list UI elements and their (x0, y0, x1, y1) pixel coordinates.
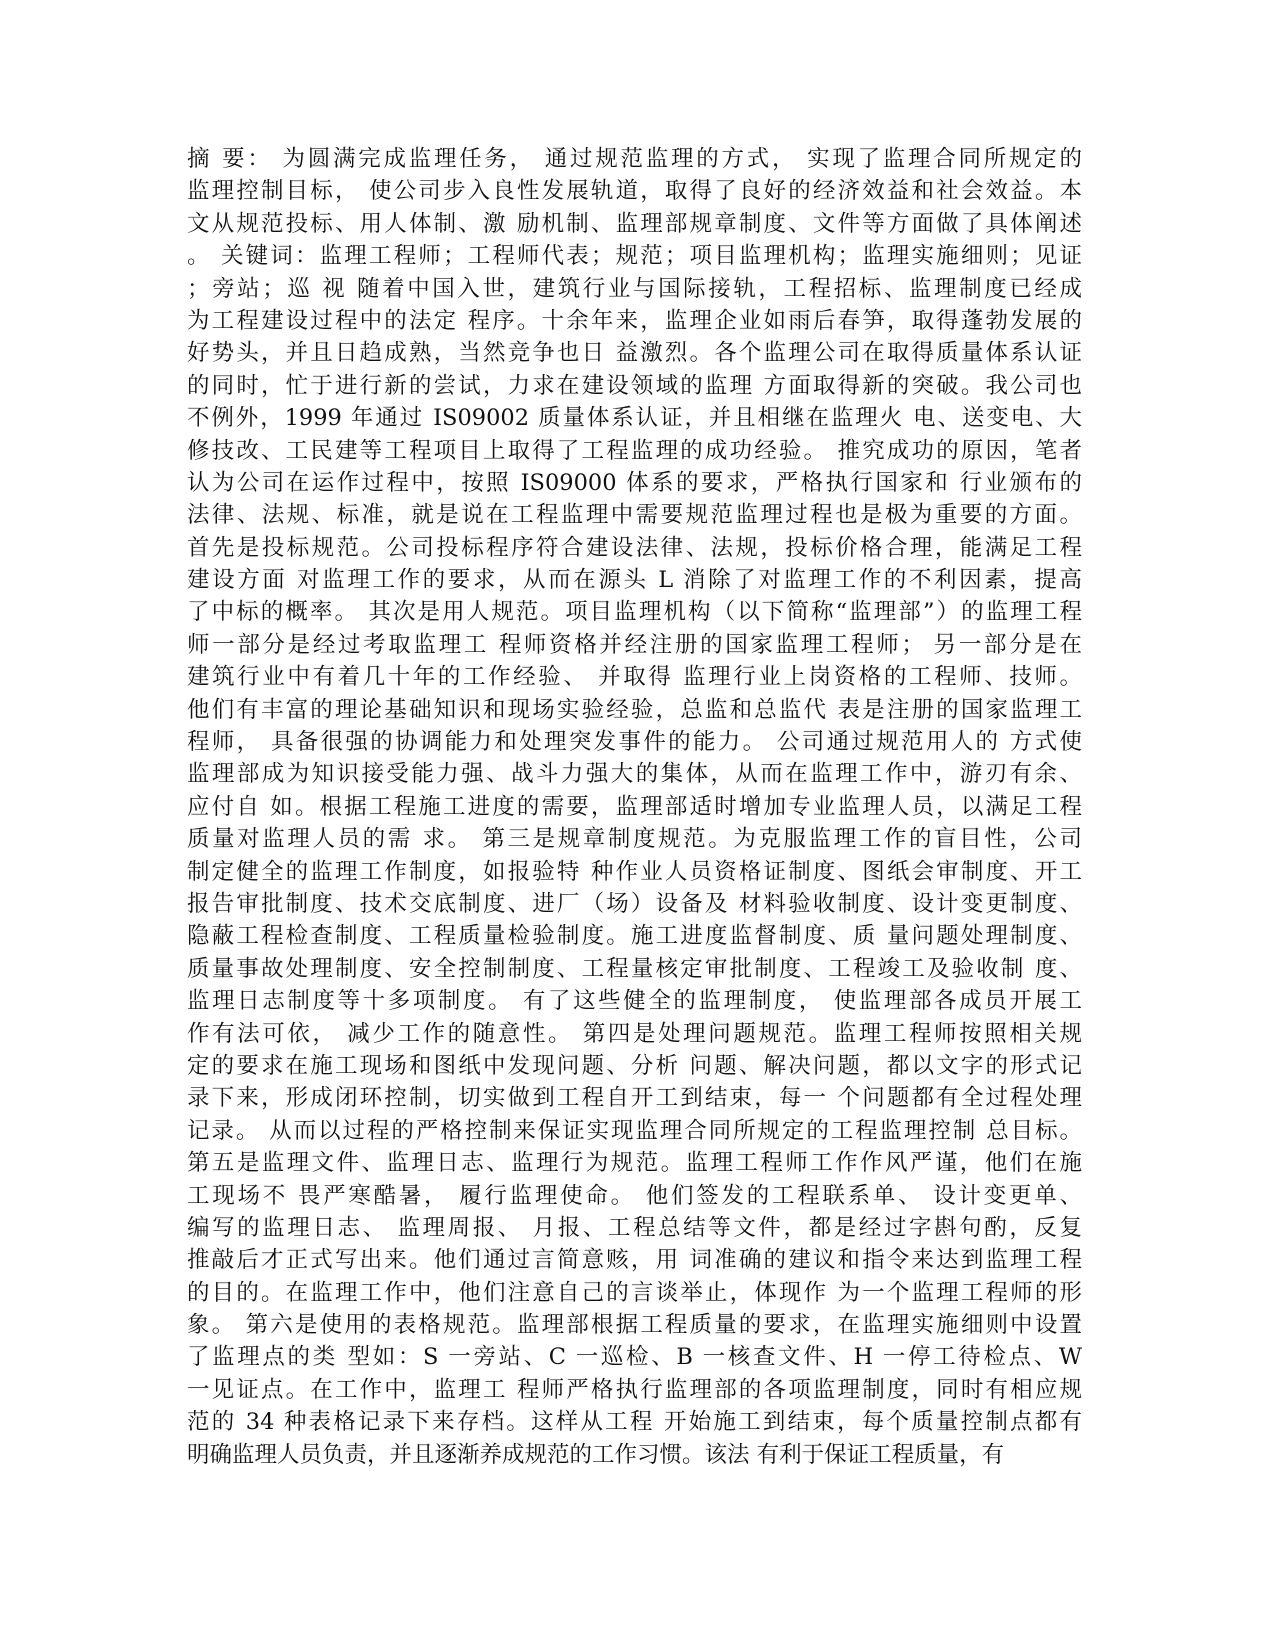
text-line: 工现场不 畏严寒酷暑， 履行监理使命。 他们签发的工程联系单、 设计变更单、 (187, 1182, 1082, 1209)
text-line: 记录。 从而以过程的严格控制来保证实现监理合同所规定的工程监理控制 总目标。 (187, 1117, 1082, 1144)
text-line: 建设方面 对监理工作的要求，从而在源头 L 消除了对监理工作的不利因素，提高 (187, 567, 1082, 594)
text-line: 好势头，并且日趋成熟，当然竞争也日 益激烈。各个监理公司在取得质量体系认证 (187, 340, 1082, 367)
text-line: 第五是监理文件、监理日志、监理行为规范。监理工程师工作作风严谨，他们在施 (187, 1150, 1082, 1177)
text-line: 了监理点的类 型如：S 一旁站、C 一巡检、B 一核查文件、H 一停工待检点、W (187, 1344, 1082, 1371)
text-line: 监理控制目标， 使公司步入良性发展轨道，取得了良好的经济效益和社会效益。本 (187, 178, 1082, 205)
text-line: 明确监理人员负责，并且逐渐养成规范的工作习惯。该法 有利于保证工程质量，有 (187, 1441, 1005, 1468)
text-line: 质量事故处理制度、安全控制制度、工程量核定审批制度、工程竣工及验收制 度、 (187, 955, 1082, 982)
text-line: 作有法可依， 减少工作的随意性。 第四是处理问题规范。监理工程师按照相关规 (187, 1020, 1082, 1047)
text-line: 师一部分是经过考取监理工 程师资格并经注册的国家监理工程师； 另一部分是在 (187, 631, 1082, 658)
document-body (187, 143, 1082, 1471)
text-line: 定的要求在施工现场和图纸中发现问题、分析 问题、解决问题，都以文字的形式记 (187, 1052, 1082, 1079)
text-line: 法律、法规、标准，就是说在工程监理中需要规范监理过程也是极为重要的方面。 (187, 502, 1082, 529)
text-line: 监理部成为知识接受能力强、战斗力强大的集体，从而在监理工作中，游刃有余、 (187, 761, 1082, 788)
text-line: 监理日志制度等十多项制度。 有了这些健全的监理制度， 使监理部各成员开展工 (187, 988, 1082, 1015)
text-line: 程师， 具备很强的协调能力和处理突发事件的能力。 公司通过规范用人的 方式使 (187, 729, 1082, 756)
text-line: 报告审批制度、技术交底制度、进厂（场）设备及 材料验收制度、设计变更制度、 (187, 890, 1082, 917)
text-line: 编写的监理日志、 监理周报、 月报、工程总结等文件，都是经过字斟句酌，反复 (187, 1214, 1082, 1241)
text-line: 应付自 如。根据工程施工进度的需要，监理部适时增加专业监理人员，以满足工程 (187, 793, 1082, 820)
text-line: 修技改、工民建等工程项目上取得了工程监理的成功经验。 推究成功的原因，笔者 (187, 437, 1082, 464)
text-line: 制定健全的监理工作制度，如报验特 种作业人员资格证制度、图纸会审制度、开工 (187, 858, 1082, 885)
text-line: 范的 34 种表格记录下来存档。这样从工程 开始施工到结束，每个质量控制点都有 (187, 1409, 1082, 1436)
text-line: 一见证点。在工作中，监理工 程师严格执行监理部的各项监理制度，同时有相应规 (187, 1376, 1082, 1403)
text-line: 首先是投标规范。公司投标程序符合建设法律、法规，投标价格合理，能满足工程 (187, 534, 1082, 561)
text-line: 为工程建设过程中的法定 程序。十余年来，监理企业如雨后春笋，取得蓬勃发展的 (187, 307, 1082, 334)
text-line: 摘 要： 为圆满完成监理任务， 通过规范监理的方式， 实现了监理合同所规定的 (187, 146, 1082, 172)
text-line: 的同时，忙于进行新的尝试，力求在建设领域的监理 方面取得新的突破。我公司也 (187, 372, 1082, 399)
text-line: 认为公司在运作过程中，按照 IS09000 体系的要求，严格执行国家和 行业颁布的 (187, 469, 1082, 496)
text-line: 。 关键词：监理工程师；工程师代表；规范；项目监理机构；监理实施细则；见证 (187, 243, 1082, 270)
text-line: 建筑行业中有着几十年的工作经验、 并取得 监理行业上岗资格的工程师、技师。 (187, 664, 1082, 691)
text-line: 象。 第六是使用的表格规范。监理部根据工程质量的要求，在监理实施细则中设置 (187, 1312, 1082, 1339)
text-line: ；旁站；巡 视 随着中国入世，建筑行业与国际接轨，工程招标、监理制度已经成 (187, 275, 1082, 302)
text-line: 不例外，1999 年通过 IS09002 质量体系认证，并且相继在监理火 电、送变电、大 (187, 405, 1082, 432)
text-line: 隐蔽工程检查制度、工程质量检验制度。施工进度监督制度、质 量问题处理制度、 (187, 923, 1082, 950)
text-line: 录下来，形成闭环控制，切实做到工程自开工到结束，每一 个问题都有全过程处理 (187, 1085, 1082, 1112)
text-line: 他们有丰富的理论基础知识和现场实验经验，总监和总监代 表是注册的国家监理工 (187, 696, 1082, 723)
text-line: 文从规范投标、用人体制、激 励机制、监理部规章制度、文件等方面做了具体阐述 (187, 210, 1082, 237)
text-line: 推敲后才正式写出来。他们通过言简意赅，用 词准确的建议和指令来达到监理工程 (187, 1247, 1082, 1274)
text-line: 了中标的概率。 其次是用人规范。项目监理机构（以下简称“监理部”）的监理工程 (187, 599, 1082, 626)
text-line: 的目的。在监理工作中，他们注意自己的言谈举止，体现作 为一个监理工程师的形 (187, 1279, 1082, 1306)
text-line: 质量对监理人员的需 求。 第三是规章制度规范。为克服监理工作的盲目性，公司 (187, 826, 1082, 853)
